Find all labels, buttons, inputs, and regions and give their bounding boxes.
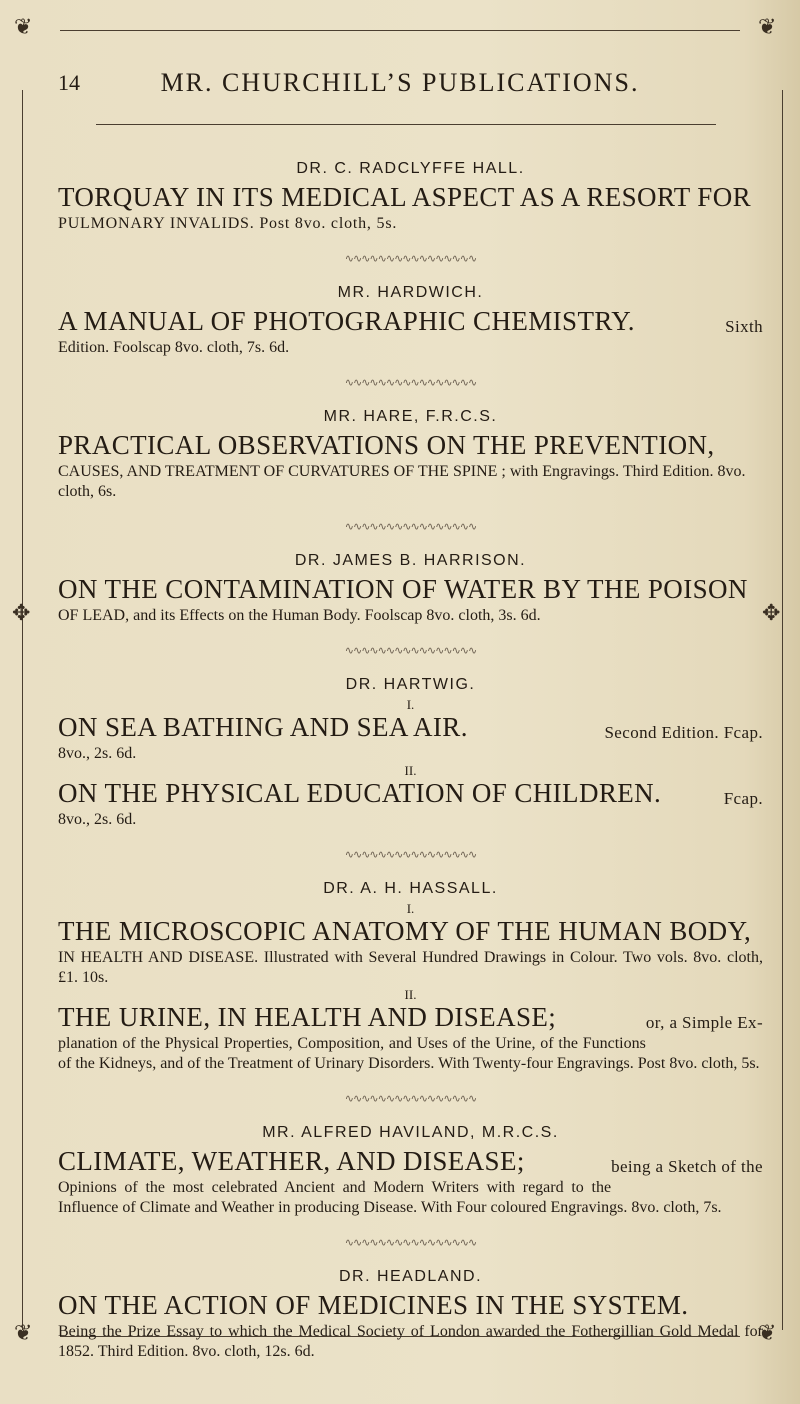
title-tail: or, a Simple Ex- bbox=[645, 1013, 763, 1032]
list-item bbox=[58, 284, 763, 358]
volume-numeral: I. bbox=[406, 901, 415, 916]
list-item bbox=[58, 160, 763, 234]
work-description: Edition. Foolscap 8vo. cloth, 7s. 6d. bbox=[58, 339, 290, 356]
author-name: DR. HARTWIG. bbox=[345, 676, 476, 693]
separator-rule: ∿∿∿∿∿∿∿∿∿∿∿∿∿∿∿∿ bbox=[344, 377, 477, 389]
work-description: CAUSES, AND TREATMENT OF CURVATURES OF THE SPINE ; with Engravings. Third Edition. 8vo. cloth, 6s. bbox=[58, 463, 746, 500]
separator-rule: ∿∿∿∿∿∿∿∿∿∿∿∿∿∿∿∿ bbox=[344, 521, 477, 533]
top-border-rule bbox=[60, 30, 740, 31]
list-item bbox=[58, 408, 763, 502]
page-header-title: MR. CHURCHILL’S PUBLICATIONS. bbox=[160, 68, 640, 97]
work-title: TORQUAY IN ITS MEDICAL ASPECT AS A RESORT FOR bbox=[58, 182, 752, 212]
list-item bbox=[58, 676, 763, 830]
work-title: A MANUAL OF PHOTOGRAPHIC CHEMISTRY. bbox=[58, 306, 635, 336]
separator-rule: ∿∿∿∿∿∿∿∿∿∿∿∿∿∿∿∿ bbox=[344, 253, 477, 265]
work-title: CLIMATE, WEATHER, AND DISEASE; bbox=[58, 1146, 525, 1176]
title-tail: Fcap. bbox=[723, 789, 763, 808]
work-description: IN HEALTH AND DISEASE. Illustrated with Several Hundred Drawings in Colour. Two vols. 8vo. cloth, £1. 10s. bbox=[58, 949, 763, 986]
work-title: THE MICROSCOPIC ANATOMY OF THE HUMAN BODY, bbox=[58, 916, 752, 946]
ornament-bottom-right-icon: ❦ bbox=[758, 1320, 777, 1345]
list-item bbox=[58, 552, 763, 626]
ornament-top-right-icon: ❦ bbox=[758, 14, 777, 39]
work-title: THE URINE, IN HEALTH AND DISEASE; bbox=[58, 1002, 557, 1032]
ornament-right-mid-icon: ✥ bbox=[762, 600, 781, 625]
work-title: PRACTICAL OBSERVATIONS ON THE PREVENTION, bbox=[58, 430, 715, 460]
work-title: ON THE ACTION OF MEDICINES IN THE SYSTEM. bbox=[58, 1290, 689, 1320]
author-name: MR. HARE, F.R.C.S. bbox=[323, 408, 498, 425]
work-description: 8vo., 2s. 6d. bbox=[58, 811, 137, 828]
publication-list bbox=[58, 160, 763, 1362]
work-title: ON THE CONTAMINATION OF WATER BY THE POISON bbox=[58, 574, 748, 604]
separator-rule: ∿∿∿∿∿∿∿∿∿∿∿∿∿∿∿∿ bbox=[344, 849, 477, 861]
work-description: PULMONARY INVALIDS. Post 8vo. cloth, 5s. bbox=[58, 215, 398, 232]
author-name: MR. ALFRED HAVILAND, M.R.C.S. bbox=[262, 1124, 559, 1141]
work-description: OF LEAD, and its Effects on the Human Body. Foolscap 8vo. cloth, 3s. 6d. bbox=[58, 607, 541, 624]
work-title-line bbox=[58, 1146, 763, 1176]
work-description: planation of the Physical Properties, Composition, and Uses of the Urine, of the Functions of the Kidneys, and of the Treatment of Urinary Disorders. With Twenty-four Engravings. Post 8vo. cloth, 5s. bbox=[58, 1035, 760, 1072]
work-description: Being the Prize Essay to which the Medical Society of London awarded the Fothergillian Gold Medal for 1852. Third Edition. 8vo. cloth, 12s. 6d. bbox=[58, 1323, 763, 1360]
header-rule bbox=[96, 124, 716, 125]
work-title: ON SEA BATHING AND SEA AIR. bbox=[58, 712, 468, 742]
author-name: MR. HARDWICH. bbox=[337, 284, 484, 301]
page-number: 14 bbox=[58, 70, 80, 95]
right-border-rule bbox=[782, 90, 783, 1330]
work-title-line bbox=[58, 712, 763, 742]
separator-rule: ∿∿∿∿∿∿∿∿∿∿∿∿∿∿∿∿ bbox=[344, 1093, 477, 1105]
ornament-bottom-left-icon: ❦ bbox=[14, 1320, 33, 1345]
work-title: ON THE PHYSICAL EDUCATION OF CHILDREN. bbox=[58, 778, 662, 808]
author-name: DR. HEADLAND. bbox=[338, 1268, 483, 1285]
ornament-top-left-icon: ❦ bbox=[14, 14, 33, 39]
list-item bbox=[58, 1268, 763, 1362]
author-name: DR. JAMES B. HARRISON. bbox=[294, 552, 527, 569]
volume-numeral: I. bbox=[406, 697, 415, 712]
work-title-line bbox=[58, 778, 763, 808]
author-name: DR. C. RADCLYFFE HALL. bbox=[296, 160, 525, 177]
title-tail: Second Edition. Fcap. bbox=[604, 723, 763, 742]
volume-numeral: II. bbox=[404, 763, 417, 778]
separator-rule: ∿∿∿∿∿∿∿∿∿∿∿∿∿∿∿∿ bbox=[344, 1237, 477, 1249]
ornament-left-mid-icon: ✥ bbox=[12, 600, 31, 625]
volume-numeral: II. bbox=[404, 987, 417, 1002]
separator-rule: ∿∿∿∿∿∿∿∿∿∿∿∿∿∿∿∿ bbox=[344, 645, 477, 657]
work-title-line bbox=[58, 1002, 763, 1032]
title-tail: Sixth bbox=[725, 317, 763, 336]
author-name: DR. A. H. HASSALL. bbox=[323, 880, 498, 897]
work-title-line bbox=[58, 306, 763, 336]
work-description: Opinions of the most celebrated Ancient and Modern Writers with regard to the Influence of Climate and Weather in producing Disease. With Four coloured Engravings. 8vo. cloth, 7s. bbox=[58, 1179, 722, 1216]
work-description: 8vo., 2s. 6d. bbox=[58, 745, 137, 762]
list-item bbox=[58, 1124, 763, 1218]
title-tail: being a Sketch of the bbox=[611, 1157, 763, 1176]
list-item bbox=[58, 880, 763, 1074]
left-border-rule bbox=[22, 90, 23, 1330]
